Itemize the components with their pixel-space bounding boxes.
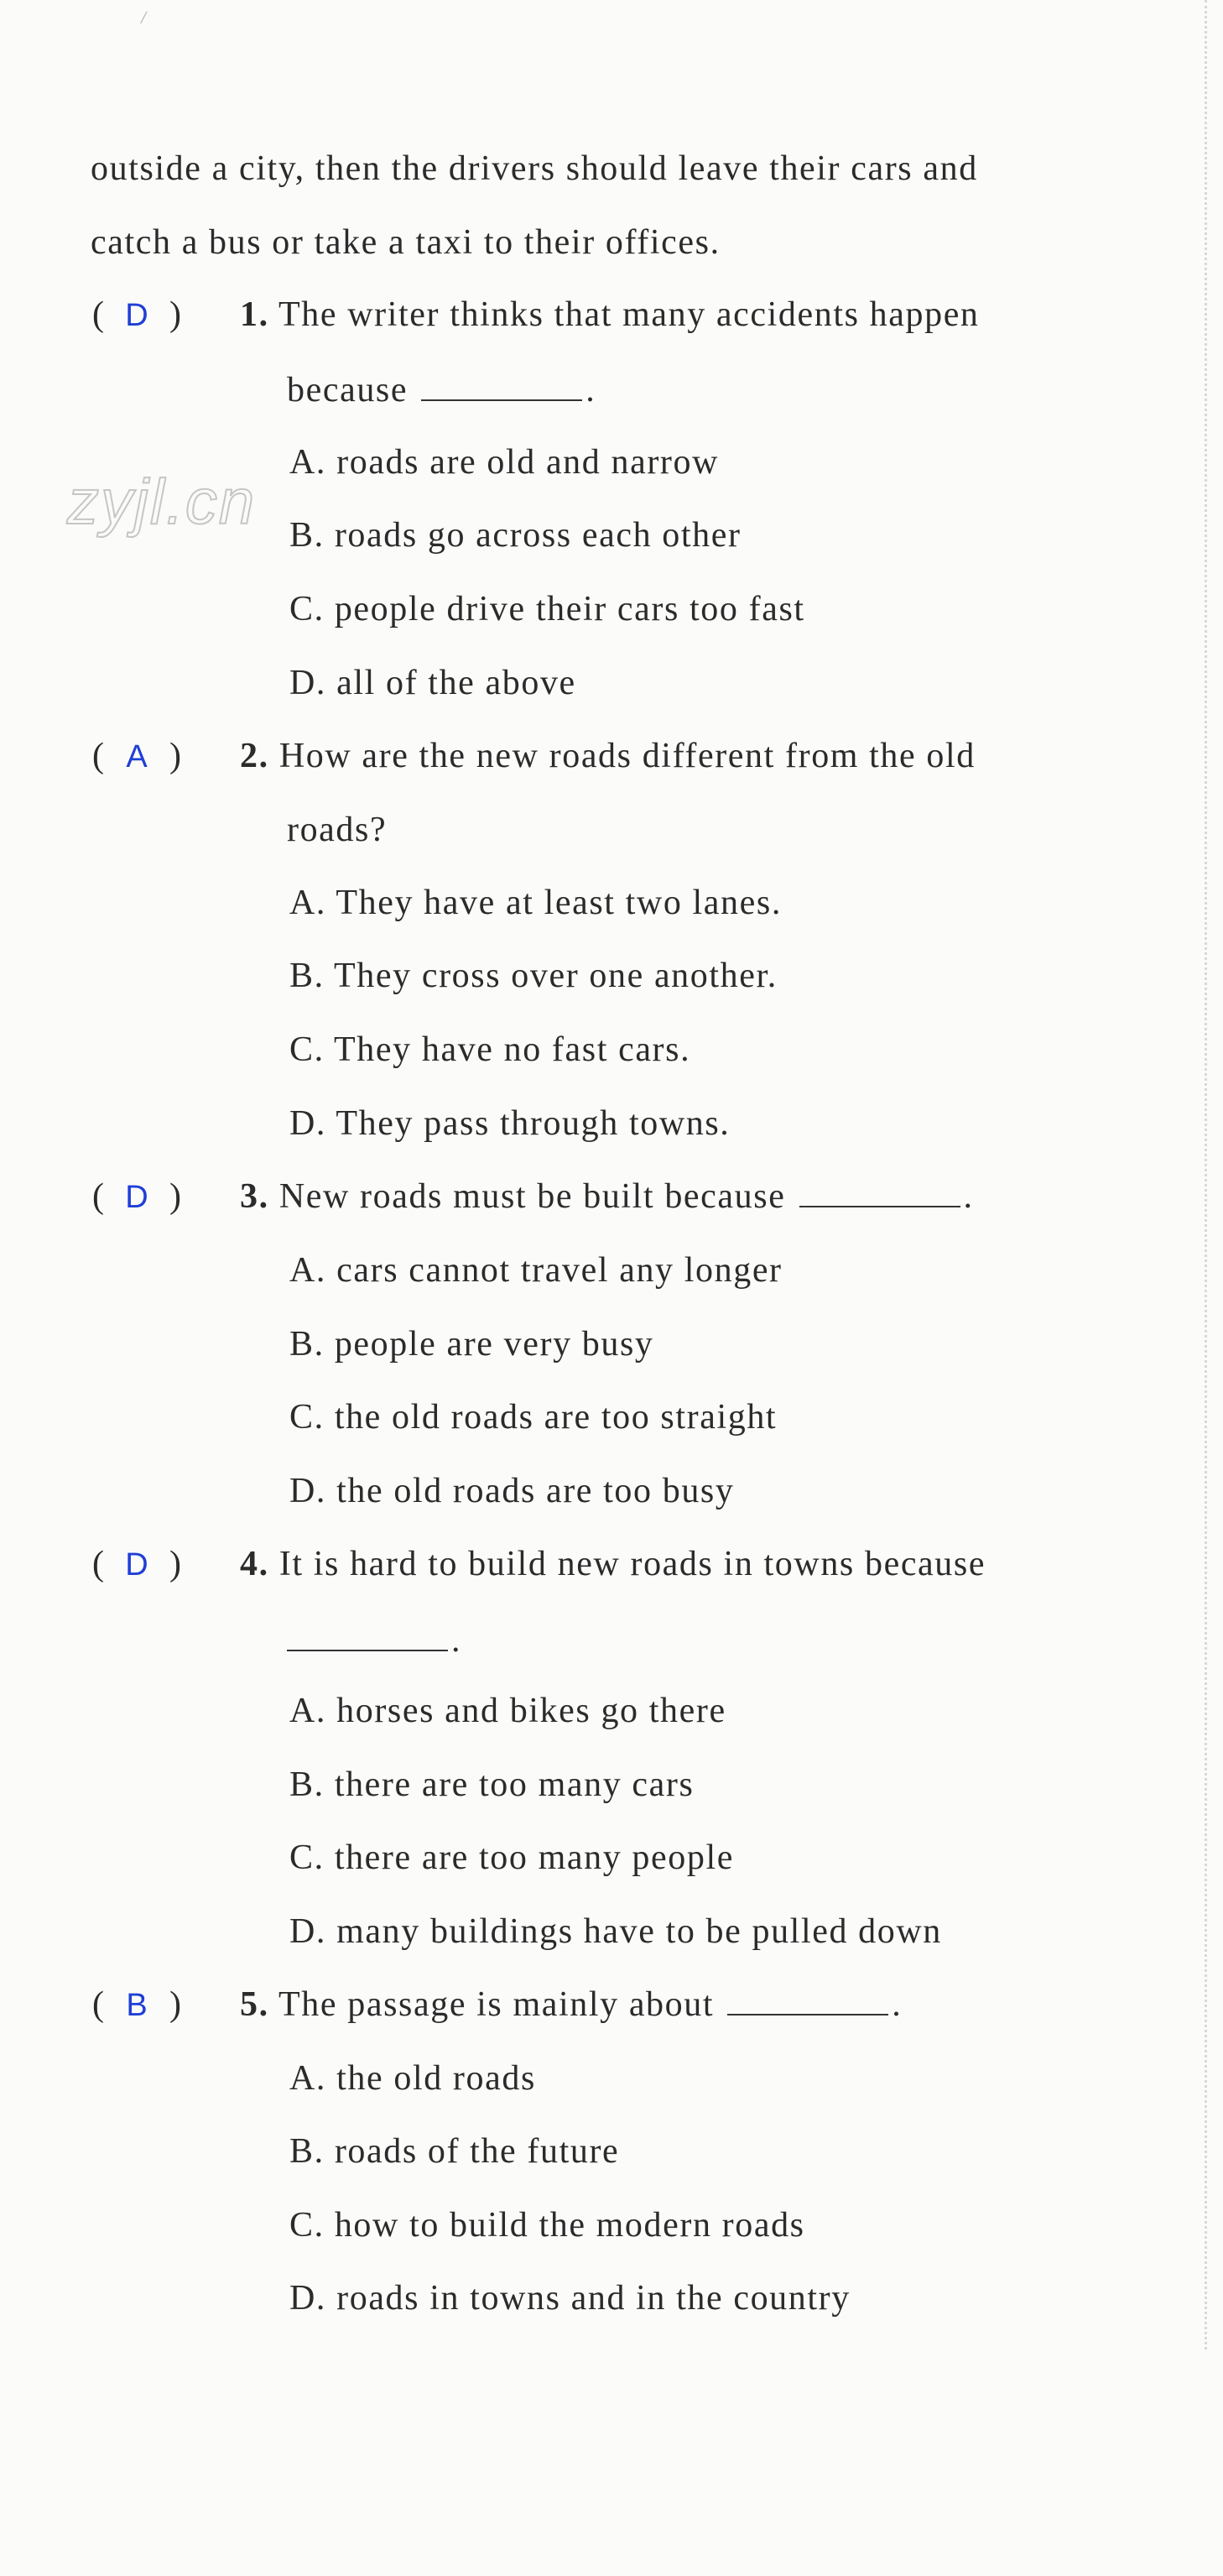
question-text: New roads must be built because: [278, 1177, 786, 1216]
watermark: zyjl.cn: [67, 467, 257, 538]
question-text: It is hard to build new roads in towns because: [278, 1545, 986, 1583]
option-1d: D. all of the above: [289, 664, 576, 702]
answer-bracket-4: ( D ): [92, 1545, 181, 1583]
option-3b: B. people are very busy: [289, 1325, 654, 1364]
option-5d: D. roads in towns and in the country: [289, 2279, 851, 2318]
question-text: The passage is mainly about: [278, 1985, 715, 2024]
option-3c: C. the old roads are too straight: [289, 1398, 778, 1437]
question-3-stem: 3. New roads must be built because .: [240, 1177, 974, 1216]
question-text: How are the new roads different from the old: [278, 737, 976, 775]
option-2d: D. They pass through towns.: [289, 1104, 731, 1143]
passage-line: catch a bus or take a taxi to their offices.: [91, 223, 721, 262]
question-5-stem: 5. The passage is mainly about .: [240, 1985, 903, 2024]
question-1-stem: [240, 297, 980, 332]
question-4-stem: [240, 1546, 986, 1582]
question-2-stem: [240, 738, 976, 774]
option-3d: D. the old roads are too busy: [289, 1472, 735, 1510]
answer-4: D: [125, 1547, 148, 1583]
option-4c: C. there are too many people: [289, 1838, 734, 1877]
option-1b: B. roads go across each other: [289, 516, 742, 555]
passage-line: outside a city, then the drivers should leave their cars and: [91, 149, 978, 188]
question-number: 3.: [240, 1177, 269, 1216]
option-2b: B. They cross over one another.: [289, 957, 778, 995]
option-3a: A. cars cannot travel any longer: [289, 1251, 783, 1290]
question-number: 4.: [240, 1545, 269, 1583]
option-5b: B. roads of the future: [289, 2132, 620, 2171]
option-1a: A. roads are old and narrow: [289, 443, 720, 482]
answer-3: D: [125, 1180, 148, 1215]
question-1-stem-cont: because .: [287, 371, 596, 409]
option-4a: A. horses and bikes go there: [289, 1692, 726, 1730]
scan-mark: /: [141, 7, 147, 28]
question-number: 1.: [240, 295, 269, 334]
answer-bracket-3: ( D ): [92, 1177, 181, 1216]
answer-bracket-2: ( A ): [92, 737, 181, 775]
answer-1: D: [125, 298, 148, 333]
answer-blank: [727, 1989, 888, 2015]
answer-blank: [799, 1181, 960, 1207]
answer-blank: [287, 1624, 448, 1651]
option-5c: C. how to build the modern roads: [289, 2206, 805, 2245]
answer-bracket-1: ( D ): [92, 295, 181, 334]
question-text: The writer thinks that many accidents happen: [278, 295, 980, 334]
answer-5: B: [126, 1988, 148, 2023]
option-2c: C. They have no fast cars.: [289, 1030, 691, 1069]
margin-dotted-line: [1205, 0, 1207, 2349]
option-1c: C. people drive their cars too fast: [289, 590, 805, 628]
option-5a: A. the old roads: [289, 2059, 536, 2098]
answer-bracket-5: ( B ): [92, 1985, 181, 2024]
option-4d: D. many buildings have to be pulled down: [289, 1912, 942, 1951]
option-4b: B. there are too many cars: [289, 1765, 695, 1804]
option-2a: A. They have at least two lanes.: [289, 884, 782, 922]
question-4-stem-cont: .: [287, 1623, 461, 1658]
question-number: 2.: [240, 737, 269, 775]
answer-blank: [421, 374, 582, 401]
question-2-stem-cont: roads?: [287, 811, 388, 849]
question-number: 5.: [240, 1985, 269, 2024]
question-text-cont: because: [287, 371, 409, 409]
answer-2: A: [126, 739, 148, 774]
